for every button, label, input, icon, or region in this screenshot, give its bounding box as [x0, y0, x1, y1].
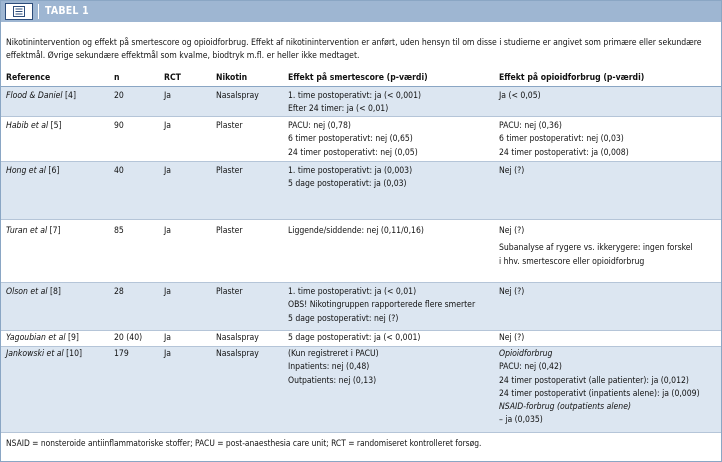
cell-smertescore: 1. time postoperativt: ja (< 0,001) Efter 24 timer: ja (< 0,01): [288, 91, 422, 115]
table-row: [1, 331, 721, 347]
cell-nikotin: Plaster: [216, 287, 243, 297]
cell-smertescore: PACU: nej (0,78) 6 timer postoperativt: nej (0,65) 24 timer postoperativt: nej (0,05): [288, 121, 418, 158]
cell-nikotin: Nasalspray: [216, 333, 259, 343]
table-row: [1, 162, 721, 220]
cell-rct: Ja: [164, 333, 172, 343]
header-n: n: [114, 73, 120, 83]
table-title-bar: [1, 1, 721, 22]
header-rct: RCT: [164, 73, 181, 83]
cell-opioidforbrug: Nej (?): [499, 287, 525, 297]
cell-nikotin: Plaster: [216, 166, 243, 176]
table-row: [1, 87, 721, 117]
cell-smertescore: Liggende/siddende: nej (0,11/0,16): [288, 226, 424, 236]
header-nikotin: Nikotin: [216, 73, 248, 83]
cell-smertescore: 5 dage postoperativt: ja (< 0,001): [288, 333, 421, 343]
cell-opioidforbrug: Opioidforbrug PACU: nej (0,42) 24 timer postoperativt (alle patienter): ja (0,012) 24 timer postoperativt (inpatients alene): ja (0,009) NSAID-forbrug (outpatients alene) – ja (0,035): [499, 349, 700, 426]
cell-reference: Hong et al [6]: [6, 166, 60, 176]
cell-rct: Ja: [164, 287, 172, 297]
cell-opioidforbrug: Nej (?): [499, 166, 525, 176]
cell-reference: Jankowski et al [10]: [6, 349, 83, 359]
table-row: [1, 347, 721, 433]
cell-n: 90: [114, 121, 124, 131]
title-separator: [38, 4, 39, 19]
cell-smertescore: (Kun registreret i PACU) Inpatients: nej (0,48) Outpatients: nej (0,13): [288, 349, 379, 386]
cell-nikotin: Nasalspray: [216, 349, 259, 359]
cell-n: 85: [114, 226, 124, 236]
header-opioidforbrug: Effekt på opioidforbrug (p-værdi): [499, 73, 645, 83]
cell-smertescore: 1. time postoperativt: ja (< 0,01) OBS! Nikotingruppen rapporterede flere smerter 5 dage postoperativt: nej (?): [288, 287, 476, 324]
cell-n: 20: [114, 91, 124, 101]
cell-nikotin: Nasalspray: [216, 91, 259, 101]
header-reference: Reference: [6, 73, 51, 83]
cell-reference: Flood & Daniel [4]: [6, 91, 76, 101]
cell-rct: Ja: [164, 121, 172, 131]
table-footnote: NSAID = nonsteroide antiinflammatoriske stoffer; PACU = post-anaesthesia care unit; RCT = randomiseret kontrolleret forsøg.: [6, 438, 482, 448]
cell-n: 20 (40): [114, 333, 143, 343]
table-row: [1, 117, 721, 162]
cell-rct: Ja: [164, 166, 172, 176]
table-row: [1, 220, 721, 283]
document-icon: [5, 3, 33, 20]
table-header: [1, 71, 721, 87]
cell-nikotin: Plaster: [216, 121, 243, 131]
table-title: TABEL 1: [45, 5, 89, 17]
cell-n: 28: [114, 287, 124, 297]
cell-reference: Habib et al [5]: [6, 121, 62, 131]
cell-rct: Ja: [164, 349, 172, 359]
cell-rct: Ja: [164, 91, 172, 101]
cell-rct: Ja: [164, 226, 172, 236]
cell-opioidforbrug: Nej (?): [499, 333, 525, 343]
cell-n: 40: [114, 166, 124, 176]
table-row: [1, 283, 721, 331]
cell-reference: Turan et al [7]: [6, 226, 61, 236]
cell-smertescore: 1. time postoperativt: ja (0,003) 5 dage postoperativt: ja (0,03): [288, 166, 413, 190]
table-caption: Nikotinintervention og effekt på smertescore og opioidforbrug. Effekt af nikotinintervention er anført, uden hensyn til om disse i studierne er angivet som primære eller sekundære effektmål. Øvrige sekundære effektmål som kvalme, biodtryk m.fl. er heller ikke medtaget.: [6, 38, 702, 61]
cell-n: 179: [114, 349, 129, 359]
cell-opioidforbrug: PACU: nej (0,36) 6 timer postoperativt: nej (0,03) 24 timer postoperativt: ja (0,008): [499, 121, 629, 158]
cell-nikotin: Plaster: [216, 226, 243, 236]
header-smertescore: Effekt på smertescore (p-værdi): [288, 73, 428, 83]
cell-opioidforbrug: Ja (< 0,05): [499, 91, 541, 101]
cell-reference: Olson et al [8]: [6, 287, 61, 297]
cell-opioidforbrug: Nej (?) Subanalyse af rygere vs. ikkerygere: ingen forskel i hhv. smertescore eller opioidforbrug: [499, 226, 693, 267]
cell-reference: Yagoubian et al [9]: [6, 333, 79, 343]
